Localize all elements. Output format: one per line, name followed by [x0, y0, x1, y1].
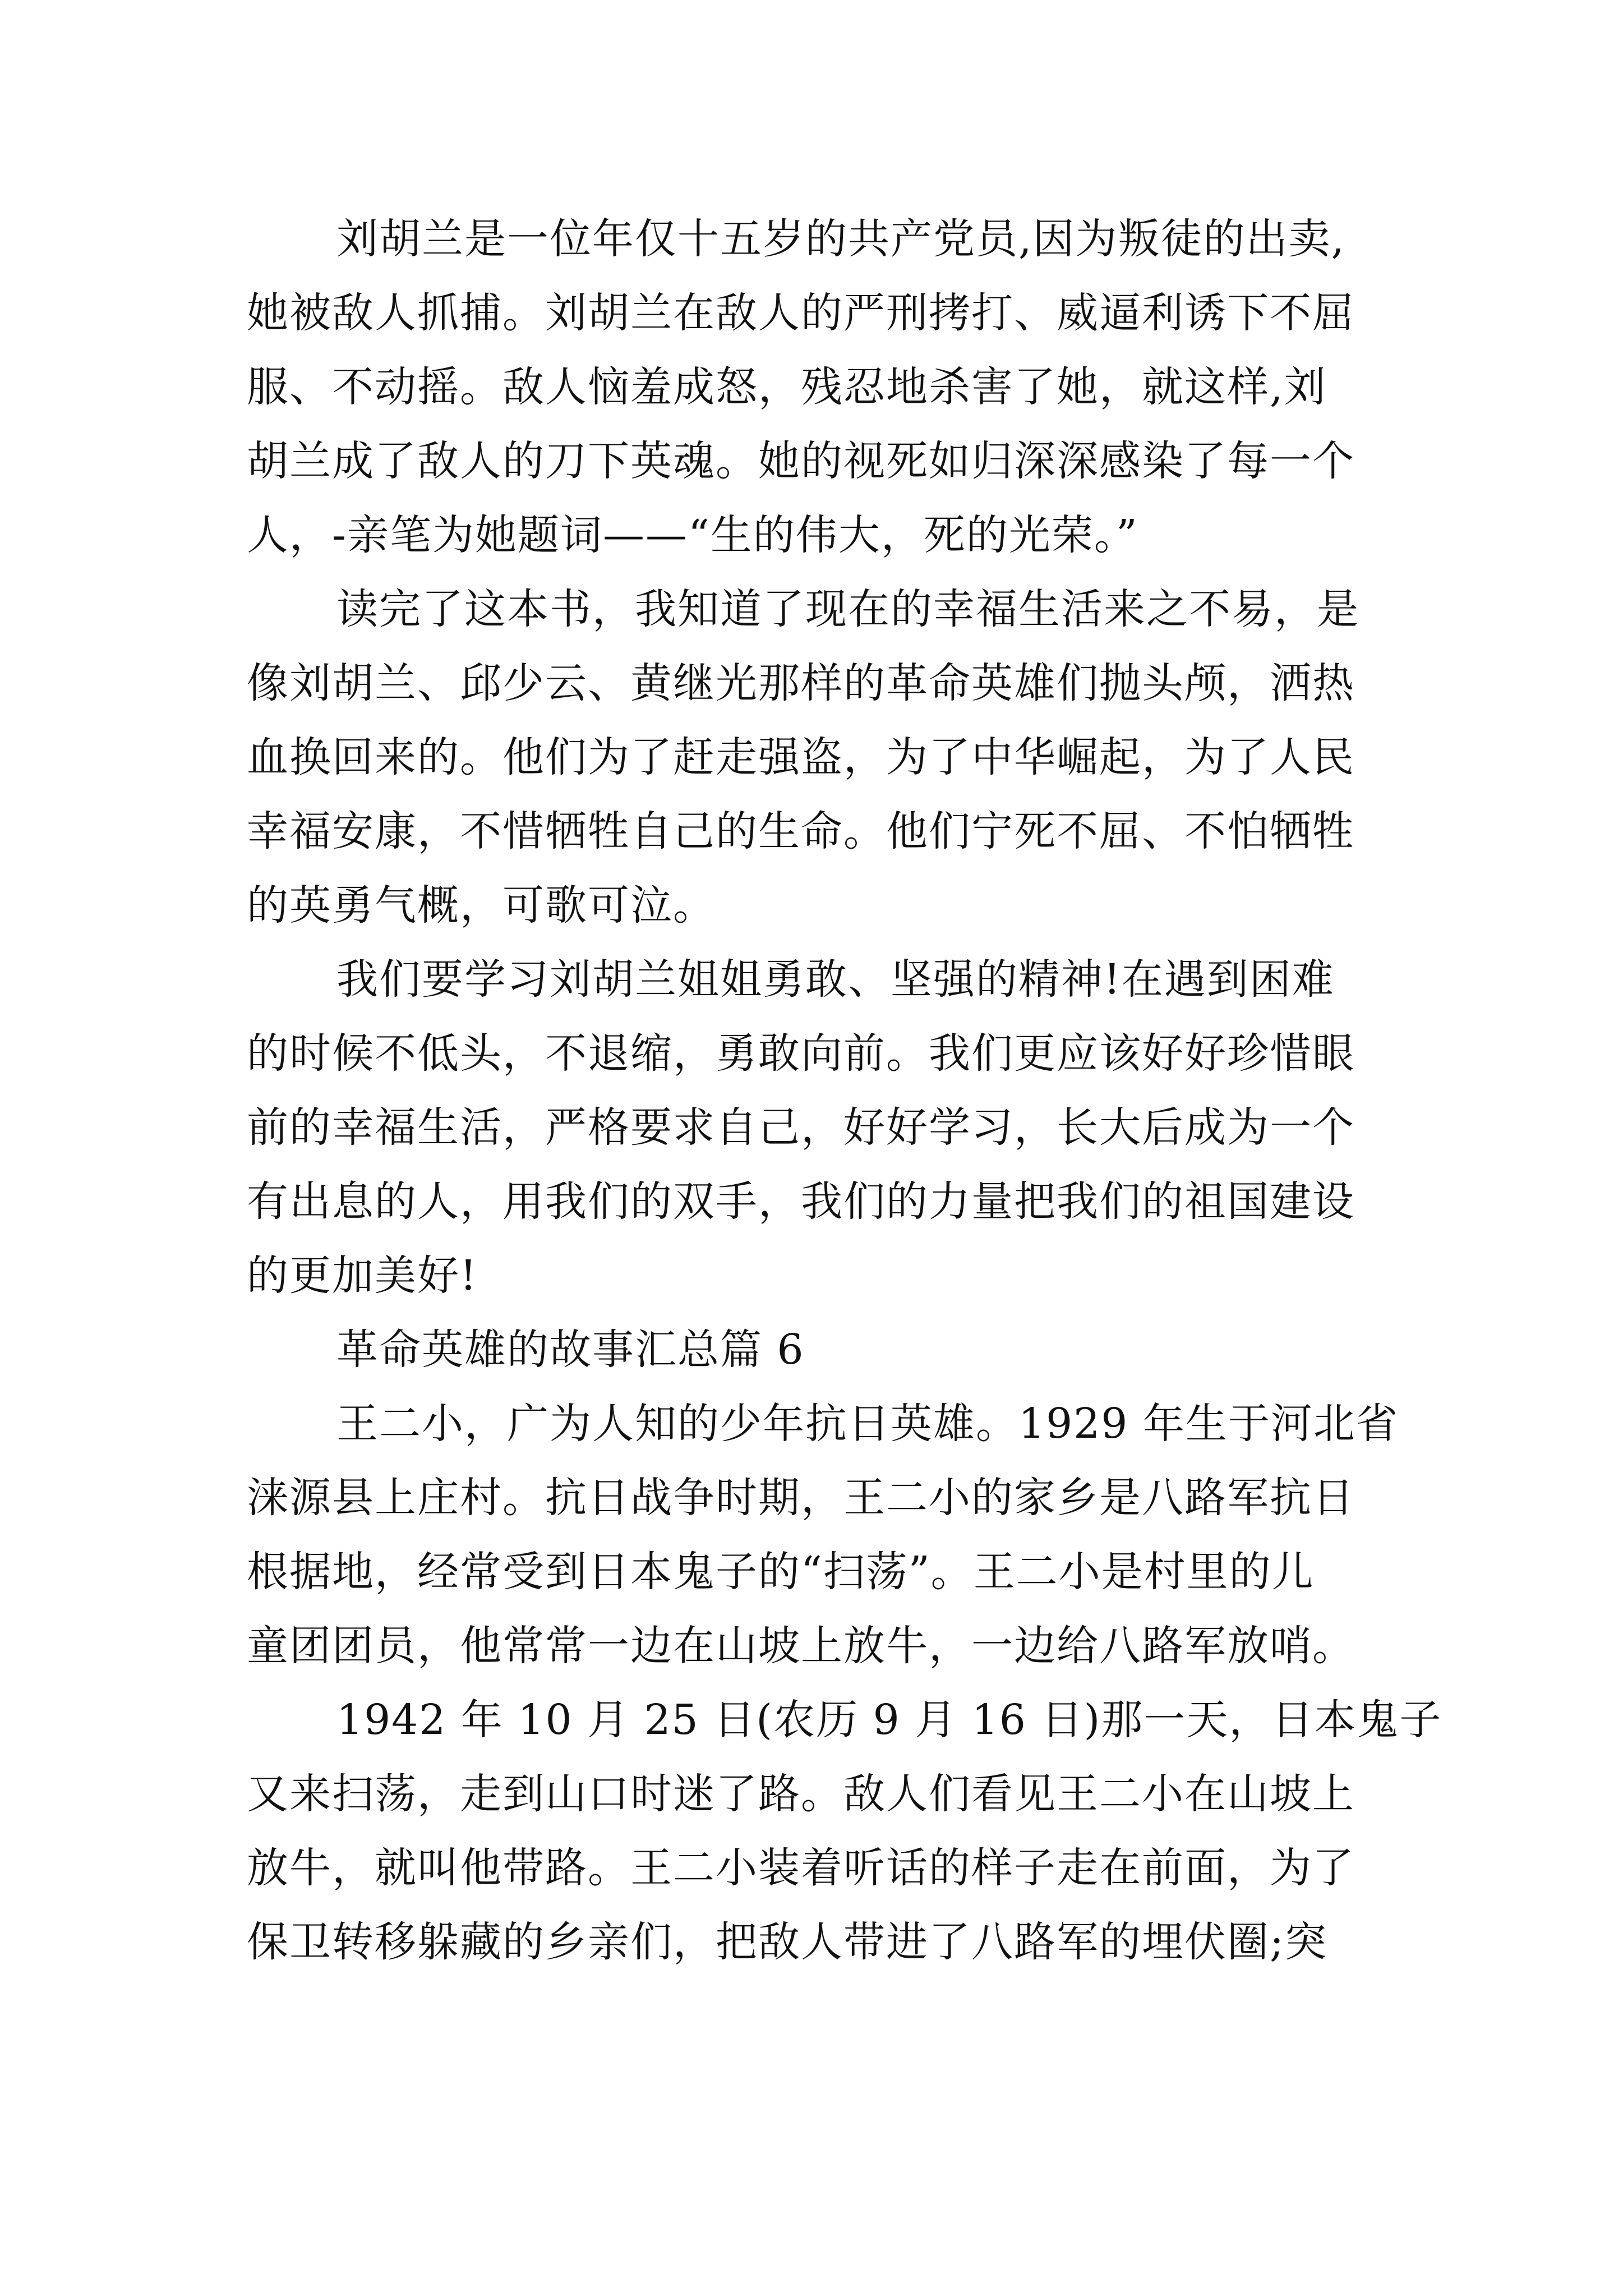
paragraph-line: 人，-亲笔为她题词——“生的伟大，死的光荣。” [247, 511, 1138, 559]
paragraph-line: 又来扫荡，走到山口时迷了路。敌人们看见王二小在山坡上 [247, 1770, 1355, 1818]
paragraph-line: 涞源县上庄村。抗日战争时期，王二小的家乡是八路军抗日 [247, 1474, 1355, 1522]
paragraph-line: 胡兰成了敌人的刀下英魂。她的视死如归深深感染了每一个 [247, 437, 1355, 485]
paragraph-line: 她被敌人抓捕。刘胡兰在敌人的严刑拷打、威逼利诱下不屈 [247, 289, 1355, 337]
paragraph-line: 服、不动摇。敌人恼羞成怒，残忍地杀害了她，就这样,刘 [247, 363, 1327, 411]
paragraph-line: 幸福安康，不惜牺牲自己的生命。他们宁死不屈、不怕牺牲 [247, 807, 1355, 855]
paragraph-line: 读完了这本书，我知道了现在的幸福生活来之不易，是 [336, 585, 1359, 633]
paragraph-line: 的更加美好! [247, 1251, 478, 1300]
section-heading: 革命英雄的故事汇总篇 6 [336, 1326, 805, 1374]
body-text [247, 202, 1442, 1979]
paragraph-line: 我们要学习刘胡兰姐姐勇敢、坚强的精神!在遇到困难 [336, 955, 1335, 1004]
paragraph-line: 有出息的人，用我们的双手，我们的力量把我们的祖国建设 [247, 1177, 1355, 1226]
paragraph-line: 的英勇气概，可歌可泣。 [247, 881, 716, 930]
paragraph-line: 血换回来的。他们为了赶走强盗，为了中华崛起，为了人民 [247, 733, 1355, 781]
paragraph-line: 放牛，就叫他带路。王二小装着听话的样子走在前面，为了 [247, 1844, 1355, 1892]
paragraph-line: 保卫转移躲藏的乡亲们，把敌人带进了八路军的埋伏圈;突 [247, 1918, 1327, 1966]
paragraph-line: 童团团员，他常常一边在山坡上放牛，一边给八路军放哨。 [247, 1622, 1355, 1670]
paragraph-line: 1942 年 10 月 25 日(农历 9 月 16 日)那一天，日本鬼子 [336, 1696, 1442, 1744]
paragraph-line: 的时候不低头，不退缩，勇敢向前。我们更应该好好珍惜眼 [247, 1029, 1355, 1078]
paragraph-line: 前的幸福生活，严格要求自己，好好学习，长大后成为一个 [247, 1103, 1355, 1152]
paragraph-line: 王二小，广为人知的少年抗日英雄。1929 年生于河北省 [336, 1400, 1399, 1448]
paragraph-line: 刘胡兰是一位年仅十五岁的共产党员,因为叛徒的出卖, [336, 215, 1346, 263]
paragraph-line: 根据地，经常受到日本鬼子的“扫荡”。王二小是村里的儿 [247, 1548, 1315, 1596]
paragraph-line: 像刘胡兰、邱少云、黄继光那样的革命英雄们抛头颅，洒热 [247, 659, 1355, 707]
